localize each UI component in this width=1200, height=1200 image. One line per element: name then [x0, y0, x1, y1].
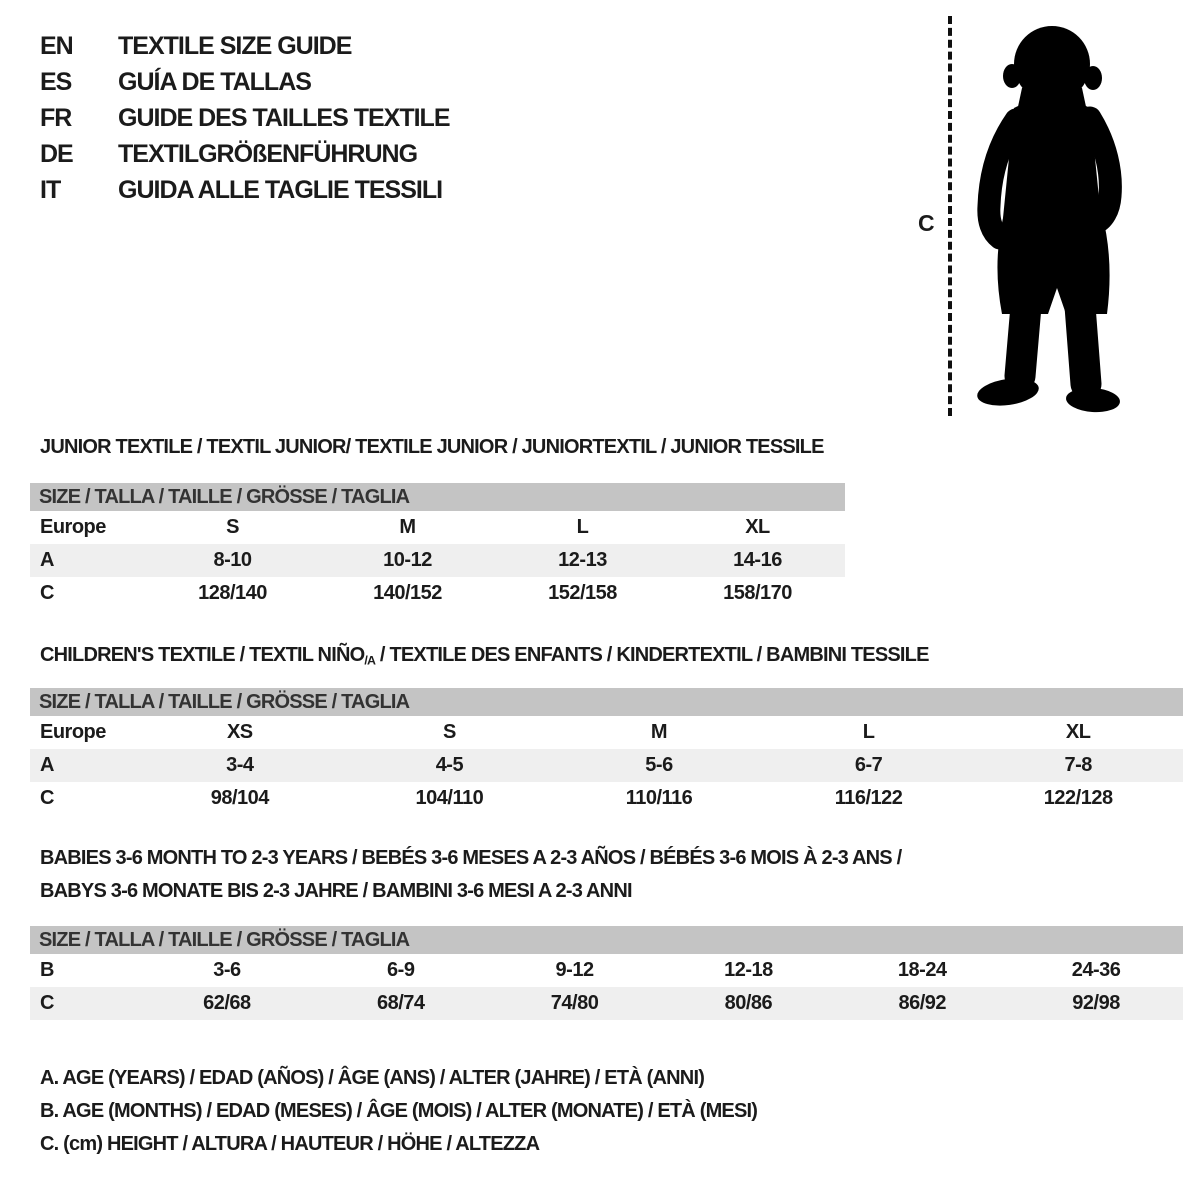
size-cell: 18-24 — [897, 959, 947, 981]
junior-section-title: JUNIOR TEXTILE / TEXTIL JUNIOR/ TEXTILE JUNIOR / JUNIORTEXTIL / JUNIOR TESSILE — [40, 436, 824, 458]
size-cell: M — [399, 516, 416, 538]
size-cell: 12-13 — [558, 549, 607, 571]
size-cell: 98/104 — [210, 787, 269, 809]
language-row — [40, 100, 450, 136]
size-cell: 140/152 — [373, 582, 442, 604]
row-label: C — [40, 787, 54, 809]
size-cell: 8-10 — [213, 549, 252, 571]
size-cell: 68/74 — [376, 992, 425, 1014]
size-cell: S — [442, 721, 456, 743]
size-cell: XL — [745, 516, 770, 538]
size-cell: 122/128 — [1043, 787, 1113, 809]
size-cell: M — [650, 721, 668, 743]
language-row — [40, 28, 450, 64]
size-cell: 7-8 — [1064, 754, 1092, 776]
size-cell: L — [576, 516, 589, 538]
size-cell: 86/92 — [898, 992, 947, 1014]
row-label: Europe — [40, 516, 106, 538]
size-cell: 3-4 — [226, 754, 254, 776]
babies-title-line1: BABIES 3-6 MONTH TO 2-3 YEARS / BEBÉS 3-6 MESES A 2-3 AÑOS / BÉBÉS 3-6 MOIS À 2-3 ANS / — [40, 847, 902, 869]
legend-line-a: A. AGE (YEARS) / EDAD (AÑOS) / ÂGE (ANS) / ALTER (JAHRE) / ETÀ (ANNI) — [40, 1067, 705, 1089]
language-code: DE — [40, 139, 73, 168]
size-cell: XS — [226, 721, 253, 743]
size-cell: 80/86 — [724, 992, 773, 1014]
junior-size-table — [30, 483, 845, 610]
guide-title: TEXTILE SIZE GUIDE — [118, 31, 352, 60]
children-size-table — [30, 688, 1183, 815]
row-label: Europe — [40, 721, 106, 743]
guide-title: TEXTILGRÖßENFÜHRUNG — [118, 139, 418, 168]
children-title-text: / TEXTILE DES ENFANTS / KINDERTEXTIL / BAMBINI TESSILE — [375, 644, 929, 666]
legend-line-b: B. AGE (MONTHS) / EDAD (MESES) / ÂGE (MOIS) / ALTER (MONATE) / ETÀ (MESI) — [40, 1100, 758, 1122]
size-cell: 92/98 — [1072, 992, 1120, 1014]
size-header-bar: SIZE / TALLA / TAILLE / GRÖSSE / TAGLIA — [30, 688, 1183, 716]
babies-section-title — [40, 842, 901, 908]
size-header-bar: SIZE / TALLA / TAILLE / GRÖSSE / TAGLIA — [30, 483, 845, 511]
language-code: IT — [40, 175, 61, 204]
table-row — [30, 749, 1183, 782]
babies-size-table — [30, 926, 1183, 1020]
row-label: C — [40, 582, 54, 604]
guide-title: GUIDE DES TAILLES TEXTILE — [118, 103, 450, 132]
size-cell: 14-16 — [733, 549, 782, 571]
size-cell: 110/116 — [625, 787, 693, 809]
table-row — [30, 716, 1183, 749]
size-cell: 3-6 — [213, 959, 241, 981]
language-code: FR — [40, 103, 72, 132]
legend-line-c: C. (cm) HEIGHT / ALTURA / HAUTEUR / HÖHE / ALTEZZA — [40, 1133, 540, 1155]
row-label: A — [40, 754, 54, 776]
row-label: B — [40, 959, 54, 981]
row-label: A — [40, 549, 54, 571]
size-cell: S — [226, 516, 239, 538]
language-row — [40, 64, 450, 100]
size-cell: 116/122 — [834, 787, 903, 809]
size-cell: 104/110 — [415, 787, 484, 809]
measure-legend — [40, 1062, 757, 1161]
guide-title: GUIDA ALLE TAGLIE TESSILI — [118, 175, 443, 204]
children-title-sub: /A — [364, 653, 376, 668]
size-cell: 158/170 — [723, 582, 792, 604]
size-cell: 62/68 — [203, 992, 251, 1014]
table-row — [30, 511, 845, 544]
size-cell: 152/158 — [548, 582, 617, 604]
children-title-text: CHILDREN'S TEXTILE / TEXTIL NIÑO — [40, 644, 365, 666]
size-cell: L — [862, 721, 875, 743]
language-code: EN — [40, 31, 73, 60]
size-cell: 6-7 — [854, 754, 883, 776]
language-row — [40, 172, 450, 208]
height-dashed-line — [948, 16, 952, 416]
size-cell: 10-12 — [383, 549, 432, 571]
table-row — [30, 577, 845, 610]
size-cell: 12-18 — [724, 959, 773, 981]
height-measure-label: C — [918, 210, 935, 236]
size-cell: 128/140 — [198, 582, 267, 604]
toddler-silhouette-icon — [962, 16, 1140, 418]
table-row — [30, 987, 1183, 1020]
babies-title-line2: BABYS 3-6 MONATE BIS 2-3 JAHRE / BAMBINI 3-6 MESI A 2-3 ANNI — [40, 880, 632, 902]
children-section-title — [40, 644, 929, 667]
size-cell: XL — [1065, 721, 1091, 743]
language-code: ES — [40, 67, 72, 96]
size-cell: 9-12 — [555, 959, 594, 981]
guide-title: GUÍA DE TALLAS — [118, 67, 311, 96]
size-cell: 6-9 — [387, 959, 415, 981]
table-row — [30, 954, 1183, 987]
size-cell: 74/80 — [550, 992, 599, 1014]
table-row — [30, 782, 1183, 815]
size-cell: 4-5 — [435, 754, 464, 776]
row-label: C — [40, 992, 54, 1014]
size-header-bar: SIZE / TALLA / TAILLE / GRÖSSE / TAGLIA — [30, 926, 1183, 954]
language-title-list — [40, 28, 450, 208]
size-cell: 5-6 — [645, 754, 673, 776]
language-row — [40, 136, 450, 172]
size-cell: 24-36 — [1071, 959, 1121, 981]
table-row — [30, 544, 845, 577]
